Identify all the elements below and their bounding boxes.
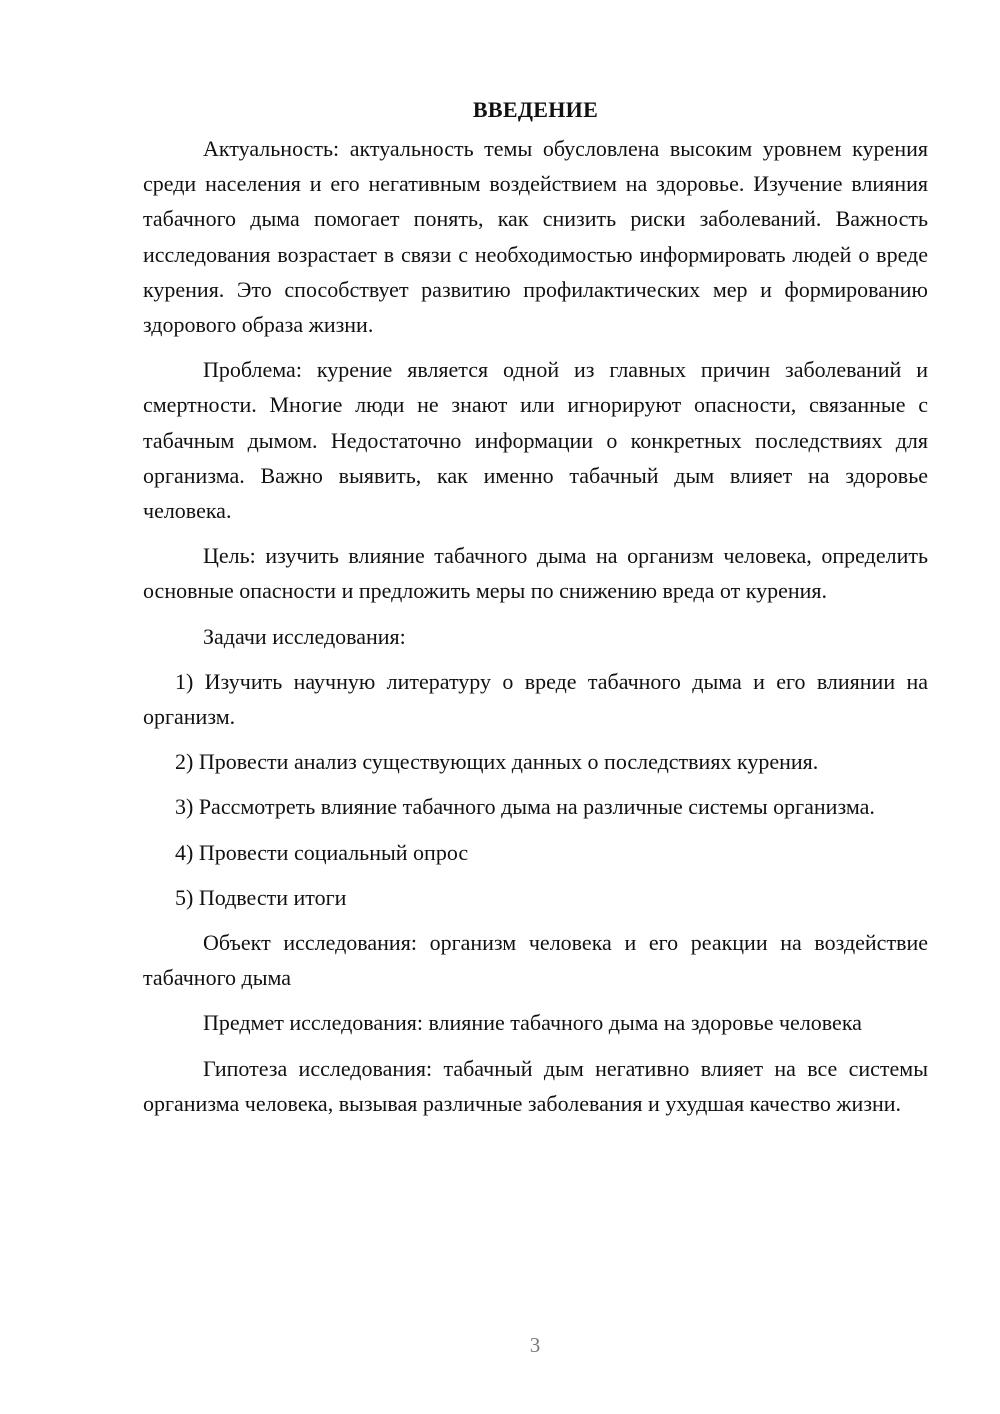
task-item-5: 5) Подвести итоги [175, 884, 347, 910]
paragraph-goal: Цель: изучить влияние табачного дыма на организм человека, определить основные опасности и предложить меры по снижению вреда от курения. [143, 543, 928, 604]
paragraph-problem: Проблема: курение является одной из главных причин заболеваний и смертности. Многие люди не знают или игнорируют опасности, связанные с табачным дымом. Недостаточно информации о конкретных последствиях для организма. Важно выявить, как именно табачный дым влияет на здоровье человека. [143, 357, 928, 524]
task-item-2: 2) Провести анализ существующих данных о последствиях курения. [175, 749, 819, 775]
task-item-3: 3) Рассмотреть влияние табачного дыма на различные системы организма. [175, 794, 875, 820]
task-item-1: 1) Изучить научную литературу о вреде табачного дыма и его влиянии на организм. [143, 668, 928, 730]
section-title: ВВЕДЕНИЕ [472, 97, 599, 122]
paragraph-relevance: Актуальность: актуальность темы обусловлена высоким уровнем курения среди населения и его негативным воздействием на здоровье. Изучение влияния табачного дыма помогает понять, как снизить риски заболеваний. Важность исследования возрастает в связи с необходимостью информировать людей о вреде курения. Это способствует развитию профилактических мер и формированию здорового образа жизни. [143, 136, 928, 338]
paragraph-subject: Предмет исследования: влияние табачного дыма на здоровье человека [203, 1010, 862, 1036]
task-item-4: 4) Провести социальный опрос [175, 839, 469, 865]
page-number: 3 [529, 1333, 541, 1357]
paragraph-tasks-heading: Задачи исследования: [203, 623, 406, 649]
document-page [143, 92, 928, 1131]
paragraph-hypothesis: Гипотеза исследования: табачный дым негативно влияет на все системы организма человека, вызывая различные заболевания и ухудшая качество жизни. [143, 1055, 928, 1116]
paragraph-object: Объект исследования: организм человека и его реакции на воздействие табачного дыма [143, 930, 928, 991]
